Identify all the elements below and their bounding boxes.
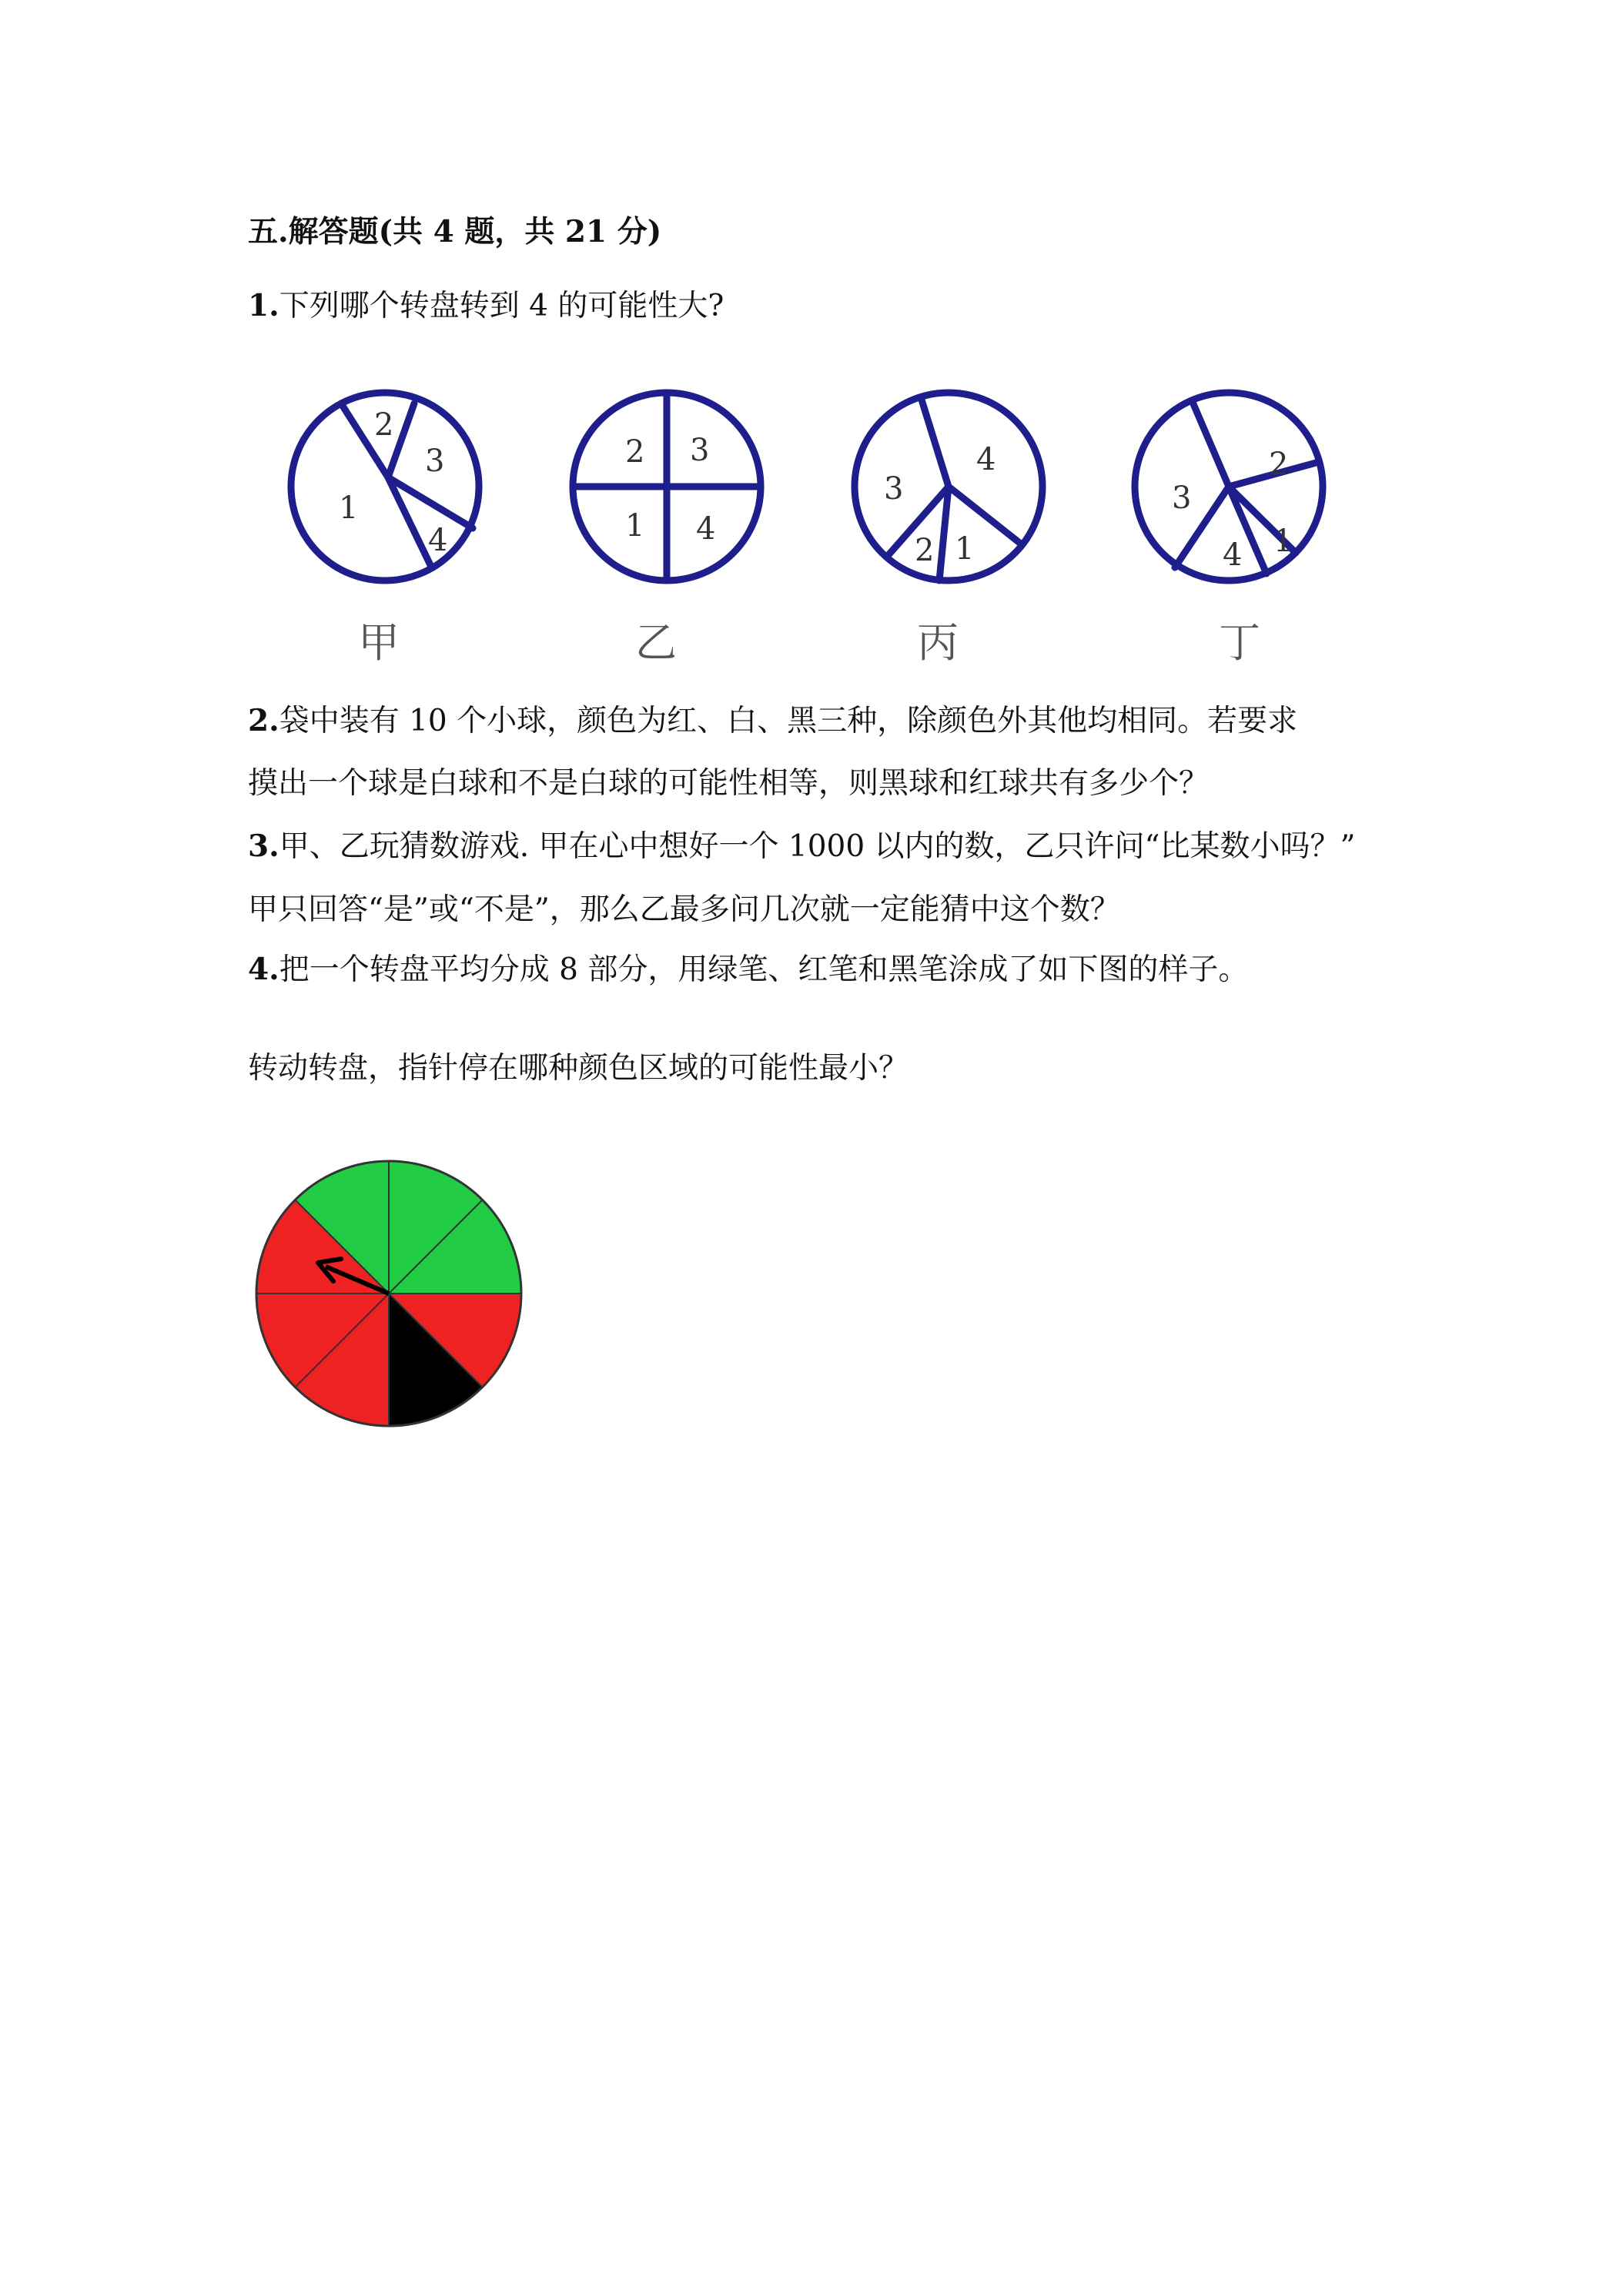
question-number: 1.	[248, 288, 279, 323]
spinner-number: 3	[884, 471, 904, 507]
spinner-number: 1	[1273, 524, 1293, 559]
question-text: 把一个转盘平均分成 8 部分，用绿笔、红笔和黑笔涂成了如下图的样子。	[279, 952, 1249, 987]
question-1	[248, 288, 724, 323]
question-4	[248, 952, 1249, 987]
spinner-number: 2	[915, 533, 935, 568]
spinner-number: 3	[425, 443, 445, 479]
spinner-number: 1	[625, 508, 645, 544]
spinner-number: 1	[955, 531, 975, 567]
spinner-label-jia: 甲	[358, 618, 400, 667]
spinner-number: 4	[1223, 537, 1243, 573]
question-number: 4.	[248, 952, 279, 987]
spinner-number: 3	[690, 433, 710, 468]
question-4-line-2: 转动转盘，指针停在哪种颜色区域的可能性最小？	[248, 1051, 909, 1086]
question-text: 下列哪个转盘转到 4 的可能性大?	[279, 289, 724, 323]
spinner-bing	[855, 393, 1042, 581]
question-text: 袋中装有 10 个小球，颜色为红、白、黑三种，除颜色外其他均相同。若要求	[279, 704, 1298, 738]
question-text: 甲、乙玩猜数游戏. 甲在心中想好一个 1000 以内的数，乙只许问“比某数小吗？”	[279, 829, 1356, 864]
spinner-number: 4	[976, 442, 996, 477]
spinner-number: 2	[374, 407, 394, 443]
spinner-number: 2	[625, 434, 645, 470]
spinner-yi	[573, 393, 761, 581]
section-title: 五.解答题(共 4 题，共 21 分)	[248, 214, 662, 249]
question-number: 3.	[248, 828, 279, 864]
spinner-label-ding: 丁	[1219, 618, 1260, 667]
colored-spinner	[246, 1151, 531, 1436]
spinner-number: 4	[428, 523, 448, 558]
question-2	[248, 703, 1298, 738]
spinner-number: 3	[1172, 480, 1192, 516]
spinner-number: 1	[339, 490, 359, 526]
question-3-line-2: 甲只回答“是”或“不是”，那么乙最多问几次就一定能猜中这个数？	[248, 892, 1120, 927]
question-number: 2.	[248, 703, 279, 738]
question-2-line-2: 摸出一个球是白球和不是白球的可能性相等，则黑球和红球共有多少个？	[248, 766, 1210, 801]
spinner-label-yi: 乙	[635, 618, 677, 667]
spinners-figure	[0, 370, 1623, 678]
spinner-number: 2	[1269, 447, 1289, 482]
spinner-number: 4	[696, 511, 716, 547]
spinner-label-bing: 丙	[917, 618, 959, 667]
question-3	[248, 828, 1356, 864]
